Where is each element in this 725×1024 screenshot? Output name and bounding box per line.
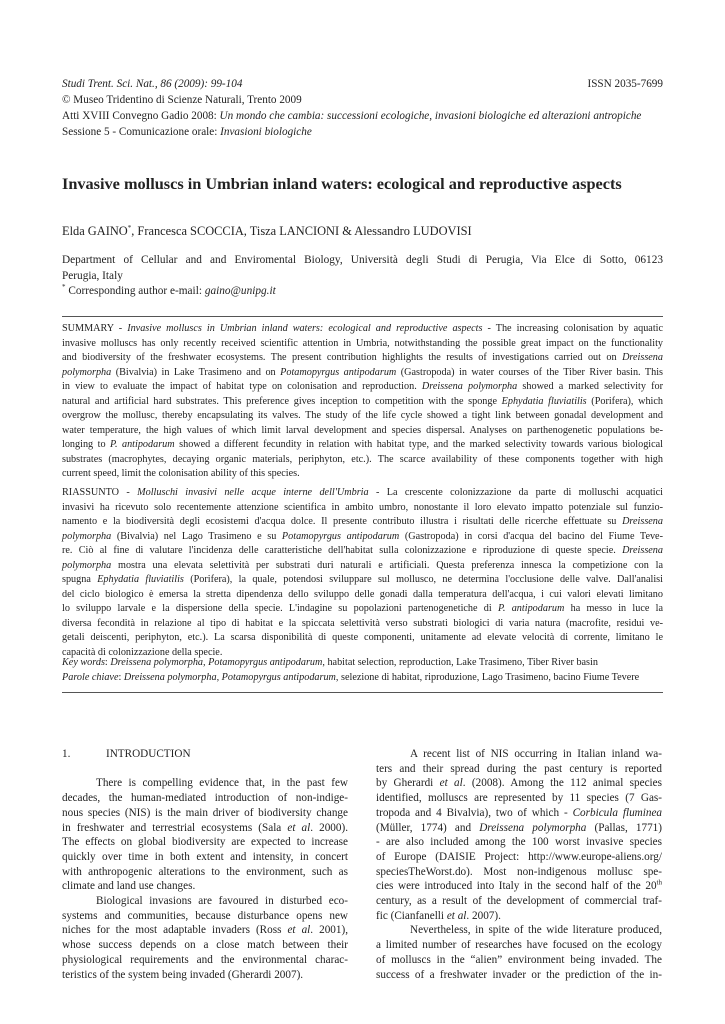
text-line: substrates (macrophytes, decaying organic materials, periphyton, etc.). The scarce availability of these components together with high	[62, 453, 663, 465]
text-line: with anthropogenic alterations to the environment, such as	[62, 865, 348, 878]
section-heading-introduction: 1. INTRODUCTION	[62, 748, 191, 760]
session-line: Sessione 5 - Comunicazione orale: Invasioni biologiche	[62, 126, 312, 138]
text-line: polymorpha (Bivalvia) nel Lago Trasimeno e su Potamopyrgus antipodarum (Gastropoda) in corsi d'acqua del bacino del Fiume Teve-	[62, 530, 663, 542]
text-line: decades, the human-mediated introduction of non-indige-	[62, 792, 348, 805]
text-line: - are also included among the 100 worst invasive species	[376, 836, 662, 849]
summary-abstract	[62, 322, 663, 482]
text-line: teristics of the system being invaded (Gherardi 2007).	[62, 968, 304, 981]
text-line: niches for the most adaptable invaders (Ross et al. 2001),	[62, 924, 348, 937]
right-column	[376, 747, 662, 982]
bottom-divider	[62, 692, 663, 693]
text-line: Nevertheless, in spite of the wide literature produced,	[410, 924, 662, 937]
text-line: Biological invasions are favoured in disturbed eco-	[96, 895, 348, 908]
paper-title: Invasive molluscs in Umbrian inland waters: ecological and reproductive aspects	[62, 174, 622, 193]
text-line: invasive molluscs has only recently received scientific attention in Umbria, notwithstanding the possible great impact on the functionality	[62, 337, 663, 349]
text-line: del ciclo biologico è emersa la stretta dipendenza dello sviluppo delle gonadi dalla temperatura dell'acqua, i cui valori elevati limitano	[62, 588, 663, 600]
text-line: getali deiscenti, periphyton, etc.). La scarsa disponibilità di queste componenti, unitamente ad elevate velocità di corrente, limitano le	[62, 632, 663, 643]
text-line: a limited number of researches have focused on the ecology	[376, 939, 662, 952]
text-line: The effects on global biodiversity are expected to increase	[62, 836, 348, 849]
text-line: ters and their spread during the past century is reported	[376, 762, 662, 775]
text-line: of molluscs in the “alien” environment being invaded. The	[376, 953, 662, 966]
keywords	[62, 656, 663, 685]
text-line: There is compelling evidence that, in the past few	[96, 777, 348, 790]
text-line: of Europe (DAISIE Project: http://www.europe-aliens.org/	[376, 850, 662, 863]
text-line: quickly over time in both extent and intensity, in concert	[62, 850, 348, 863]
text-line: fic (Cianfanelli et al. 2007).	[376, 909, 501, 922]
left-column	[62, 747, 348, 982]
text-line: whose success depends on a close match between their	[62, 939, 348, 952]
text-line: polymorpha (Bivalvia) in Lake Trasimeno and on Potamopyrgus antipodarum (Gastropoda) in water courses of the Tiber River basin. This	[62, 366, 663, 378]
affiliation: Department of Cellular and and Enviromental Biology, Università degli Studi di Perugia, Via Elce di Sotto, 06123 Perugia, Italy * Corresponding author e-mail: gaino@unipg.it	[62, 253, 663, 300]
text-line: in freshwater and terrestrial ecosystems (Sala et al. 2000).	[62, 821, 348, 834]
issn: ISSN 2035-7699	[587, 78, 663, 90]
parole-chiave-line: Parole chiave: Dreissena polymorpha, Potamopyrgus antipodarum, selezione di habitat, riproduzione, Lago Trasimeno, bacino Fiume Tevere	[62, 671, 640, 683]
text-line: current speed, limit the colonisation ability of this species.	[62, 468, 300, 479]
text-line: invasivi ha ricevuto solo recentemente attenzione scientifica in ambito umbro, nonostante il loro elevato impatto potenziale sul funzio-	[62, 501, 663, 513]
text-line: cies were introduced into Italy in the second half of the 20th	[376, 878, 662, 893]
top-divider	[62, 316, 663, 317]
text-line: spugna Ephydatia fluviatilis (Porifera), la quale, potendosi sviluppare sul mollusco, ne determina l'occlusione delle valve. Dall'analisi	[62, 574, 663, 585]
text-line: by Gherardi et al. (2008). Among the 112 animal species	[376, 777, 662, 790]
text-line: A recent list of NIS occurring in Italian inland wa-	[410, 748, 662, 760]
text-line: namento e la biodiversità degli ecosistemi d'acqua dolce. Il presente contributo illustra i risultati delle ricerche effettuate su Dreissena	[62, 516, 663, 527]
text-line: (Müller, 1774) and Dreissena polymorpha (Pallas, 1771)	[376, 821, 662, 834]
congress-line: Atti XVIII Convegno Gadio 2008: Un mondo che cambia: successioni ecologiche, invasioni biologiche ed alterazioni antropiche	[62, 110, 642, 122]
author-list: Elda GAINO*, Francesca SCOCCIA, Tisza LANCIONI & Alessandro LUDOVISI	[62, 223, 472, 238]
key-words-line: Key words: Dreissena polymorpha, Potamopyrgus antipodarum, habitat selection, reproduction, Lake Trasimeno, Tiber River basin	[62, 657, 598, 668]
copyright: © Museo Tridentino di Scienze Naturali, Trento 2009	[62, 94, 302, 106]
text-line: systems and communities, because disturbance opens new	[62, 909, 348, 922]
text-line: tropoda and 4 Bivalvia), two of which - Corbicula fluminea	[376, 806, 663, 819]
text-line: lo sviluppo larvale e la dispersione della specie. L'indagine su popolazioni partenogenetiche di P. antipodarum ha messo in luce la	[62, 603, 663, 614]
author-email[interactable]: gaino@unipg.it	[204, 285, 276, 297]
text-line: speciesTheWorst.do). Most non-indigenous mollusc spe-	[376, 865, 662, 878]
text-line: SUMMARY - Invasive molluscs in Umbrian inland waters: ecological and reproductive aspects - The increasing colonisation by aquatic	[62, 323, 663, 334]
text-line: identified, molluscs are represented by 11 species (7 Gas-	[376, 792, 662, 805]
text-line: overgrow the mollusc, thereby encapsulating its valves. The study of the life cycle showed a tight link between gonadal development and	[62, 410, 663, 421]
text-line: success of a freshwater invader or the prediction of the in-	[376, 968, 662, 981]
text-line: capacità di colonizzazione della specie.	[62, 646, 223, 658]
text-line: longing to P. antipodarum showed a different fecundity in relation with habitat type, and the marked selectivity towards various biological	[62, 439, 664, 450]
text-line: nous species (NIS) is the main driver of biodiversity change	[62, 806, 348, 819]
journal-citation: Studi Trent. Sci. Nat., 86 (2009): 99-104	[62, 78, 243, 90]
text-line: water temperature, the high values of which limit larval development and species dispersal. Analyses on parthenogenetic populations be-	[62, 424, 663, 436]
corresponding-author: * Corresponding author e-mail: gaino@unipg.it	[62, 283, 276, 297]
text-line: century, as a result of the development of commercial traf-	[376, 895, 662, 908]
text-line: polymorpha mostra una elevata selettività per substrati duri naturali e artificiali. Questa preferenza innesca la competizione con la	[62, 559, 663, 571]
text-line: and biodiversity of the freshwater ecosystems. The present contribution highlights the results of investigations carried out on Dreissena	[62, 352, 663, 363]
text-line: re. Ciò al fine di valutare l'incidenza delle caratteristiche dell'habitat sulla colonizzazione e riproduzione di queste specie. Dreissena	[62, 545, 663, 556]
riassunto-abstract	[62, 486, 663, 660]
text-line: diversa fecondità in relazione al tipo di habitat e la spiccata selettività verso substrati biologici di varia natura (macrofite, residui ve-	[62, 617, 663, 629]
text-line: climate and land use changes.	[62, 880, 196, 893]
text-line: physiological requirements and the environmental charac-	[62, 953, 348, 966]
text-line: natural and artificial hard substrates. This preference gives inception to competition with the sponge Ephydatia fluviatilis (Porifera), which	[62, 395, 663, 407]
text-line: in view to evaluate the impact of habitat type on colonisation and reproduction. Dreissena polymorpha showed a marked selectivity for	[62, 381, 664, 392]
journal-header	[62, 76, 663, 140]
text-line: RIASSUNTO - Molluschi invasivi nelle acque interne dell'Umbria - La crescente colonizzazione da parte di molluschi acquatici	[62, 487, 663, 498]
